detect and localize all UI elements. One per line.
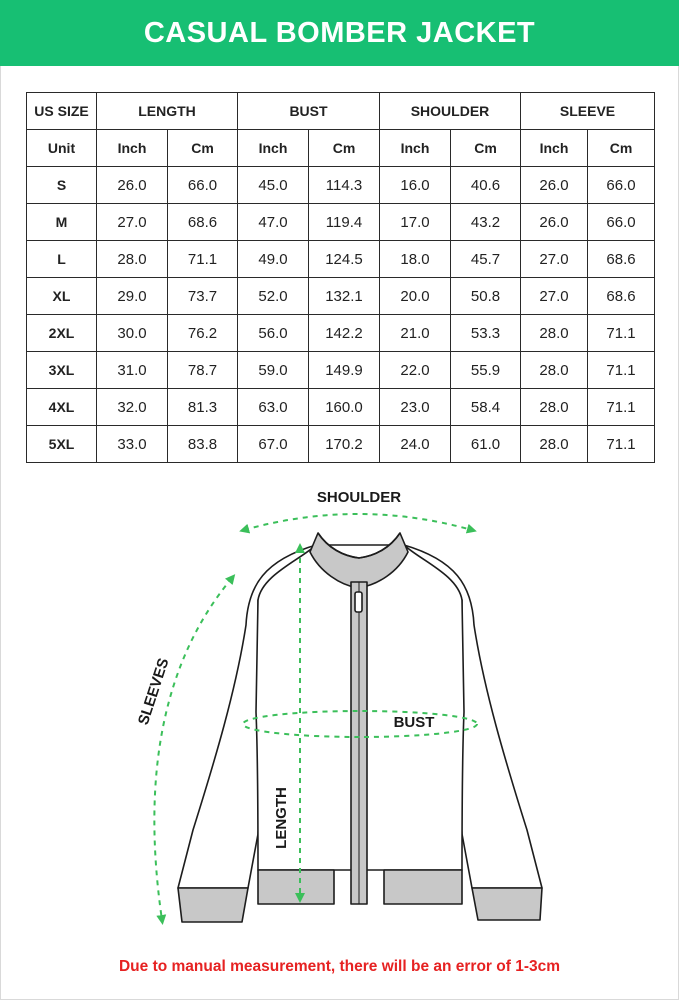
- measurement-cell: 71.1: [168, 241, 238, 278]
- size-label-cell: M: [27, 204, 97, 241]
- measurement-cell: 160.0: [309, 389, 380, 426]
- unit-row: [27, 130, 655, 167]
- table-row: [27, 167, 655, 204]
- measurement-cell: 71.1: [588, 389, 655, 426]
- left-cuff: [178, 888, 248, 922]
- table-row: [27, 278, 655, 315]
- page-title: CASUAL BOMBER JACKET: [143, 16, 536, 49]
- measurement-cell: 26.0: [97, 167, 168, 204]
- measurement-cell: 28.0: [521, 315, 588, 352]
- shoulder-label: SHOULDER: [316, 489, 402, 506]
- measurement-cell: 71.1: [588, 352, 655, 389]
- measurement-cell: 27.0: [97, 204, 168, 241]
- size-label-cell: 2XL: [27, 315, 97, 352]
- size-label-cell: 3XL: [27, 352, 97, 389]
- measurement-cell: 76.2: [168, 315, 238, 352]
- measurement-cell: 29.0: [97, 278, 168, 315]
- measurement-cell: 28.0: [521, 389, 588, 426]
- measurement-cell: 24.0: [380, 426, 451, 463]
- right-waistband: [384, 870, 462, 904]
- measurement-cell: 68.6: [588, 278, 655, 315]
- header-banner: [0, 0, 679, 66]
- measurement-cell: 52.0: [238, 278, 309, 315]
- table-row: [27, 352, 655, 389]
- measurement-cell: 18.0: [380, 241, 451, 278]
- unit-cell: Cm: [588, 130, 655, 167]
- measurement-cell: 66.0: [588, 167, 655, 204]
- measurement-cell: 124.5: [309, 241, 380, 278]
- measurement-cell: 67.0: [238, 426, 309, 463]
- zipper-pull: [355, 592, 362, 612]
- measurement-cell: 68.6: [588, 241, 655, 278]
- measurement-cell: 71.1: [588, 426, 655, 463]
- measurement-cell: 17.0: [380, 204, 451, 241]
- measurement-cell: 73.7: [168, 278, 238, 315]
- measurement-cell: 30.0: [97, 315, 168, 352]
- measurement-cell: 63.0: [238, 389, 309, 426]
- left-waistband: [258, 870, 334, 904]
- measurement-cell: 27.0: [521, 278, 588, 315]
- unit-cell: Inch: [238, 130, 309, 167]
- measurement-cell: 31.0: [97, 352, 168, 389]
- measurement-cell: 28.0: [521, 426, 588, 463]
- measurement-cell: 47.0: [238, 204, 309, 241]
- length-header: LENGTH: [97, 93, 238, 130]
- table-row: [27, 426, 655, 463]
- shoulder-guide: [244, 514, 472, 530]
- group-header-row: [27, 93, 655, 130]
- bust-label: BUST: [393, 714, 435, 731]
- measurement-cell: 55.9: [451, 352, 521, 389]
- sleeves-label: SLEEVES: [134, 656, 173, 728]
- size-label-cell: XL: [27, 278, 97, 315]
- measurement-cell: 66.0: [588, 204, 655, 241]
- sleeve-header: SLEEVE: [521, 93, 655, 130]
- measurement-cell: 132.1: [309, 278, 380, 315]
- jacket-measurement-diagram: [0, 470, 679, 970]
- measurement-cell: 83.8: [168, 426, 238, 463]
- measurement-cell: 45.0: [238, 167, 309, 204]
- unit-cell: Inch: [380, 130, 451, 167]
- measurement-cell: 49.0: [238, 241, 309, 278]
- measurement-cell: 68.6: [168, 204, 238, 241]
- measurement-cell: 50.8: [451, 278, 521, 315]
- measurement-cell: 81.3: [168, 389, 238, 426]
- size-label-cell: 5XL: [27, 426, 97, 463]
- measurement-cell: 170.2: [309, 426, 380, 463]
- measurement-cell: 33.0: [97, 426, 168, 463]
- measurement-cell: 26.0: [521, 167, 588, 204]
- us-size-header: US SIZE: [27, 93, 97, 130]
- table-row: [27, 389, 655, 426]
- measurement-cell: 28.0: [97, 241, 168, 278]
- measurement-cell: 53.3: [451, 315, 521, 352]
- measurement-cell: 43.2: [451, 204, 521, 241]
- length-label: LENGTH: [273, 787, 290, 849]
- measurement-disclaimer: Due to manual measurement, there will be an error of 1-3cm: [118, 958, 561, 975]
- measurement-cell: 16.0: [380, 167, 451, 204]
- unit-cell: Cm: [168, 130, 238, 167]
- table-row: [27, 204, 655, 241]
- table-row: [27, 315, 655, 352]
- right-cuff: [472, 888, 542, 920]
- measurement-cell: 119.4: [309, 204, 380, 241]
- size-label-cell: 4XL: [27, 389, 97, 426]
- measurement-cell: 59.0: [238, 352, 309, 389]
- unit-cell: Cm: [451, 130, 521, 167]
- measurement-cell: 23.0: [380, 389, 451, 426]
- size-label-cell: S: [27, 167, 97, 204]
- measurement-cell: 21.0: [380, 315, 451, 352]
- measurement-cell: 149.9: [309, 352, 380, 389]
- measurement-cell: 61.0: [451, 426, 521, 463]
- measurement-cell: 58.4: [451, 389, 521, 426]
- measurement-cell: 20.0: [380, 278, 451, 315]
- measurement-cell: 142.2: [309, 315, 380, 352]
- unit-label: Unit: [27, 130, 97, 167]
- unit-cell: Inch: [97, 130, 168, 167]
- unit-cell: Inch: [521, 130, 588, 167]
- shoulder-header: SHOULDER: [380, 93, 521, 130]
- measurement-cell: 45.7: [451, 241, 521, 278]
- jacket-illustration: [178, 533, 542, 922]
- bust-header: BUST: [238, 93, 380, 130]
- size-label-cell: L: [27, 241, 97, 278]
- size-chart-table: [26, 92, 655, 463]
- measurement-cell: 27.0: [521, 241, 588, 278]
- unit-cell: Cm: [309, 130, 380, 167]
- measurement-cell: 56.0: [238, 315, 309, 352]
- measurement-cell: 66.0: [168, 167, 238, 204]
- measurement-cell: 26.0: [521, 204, 588, 241]
- measurement-cell: 114.3: [309, 167, 380, 204]
- measurement-cell: 78.7: [168, 352, 238, 389]
- measurement-cell: 28.0: [521, 352, 588, 389]
- measurement-cell: 32.0: [97, 389, 168, 426]
- table-row: [27, 241, 655, 278]
- measurement-cell: 71.1: [588, 315, 655, 352]
- measurement-cell: 40.6: [451, 167, 521, 204]
- measurement-cell: 22.0: [380, 352, 451, 389]
